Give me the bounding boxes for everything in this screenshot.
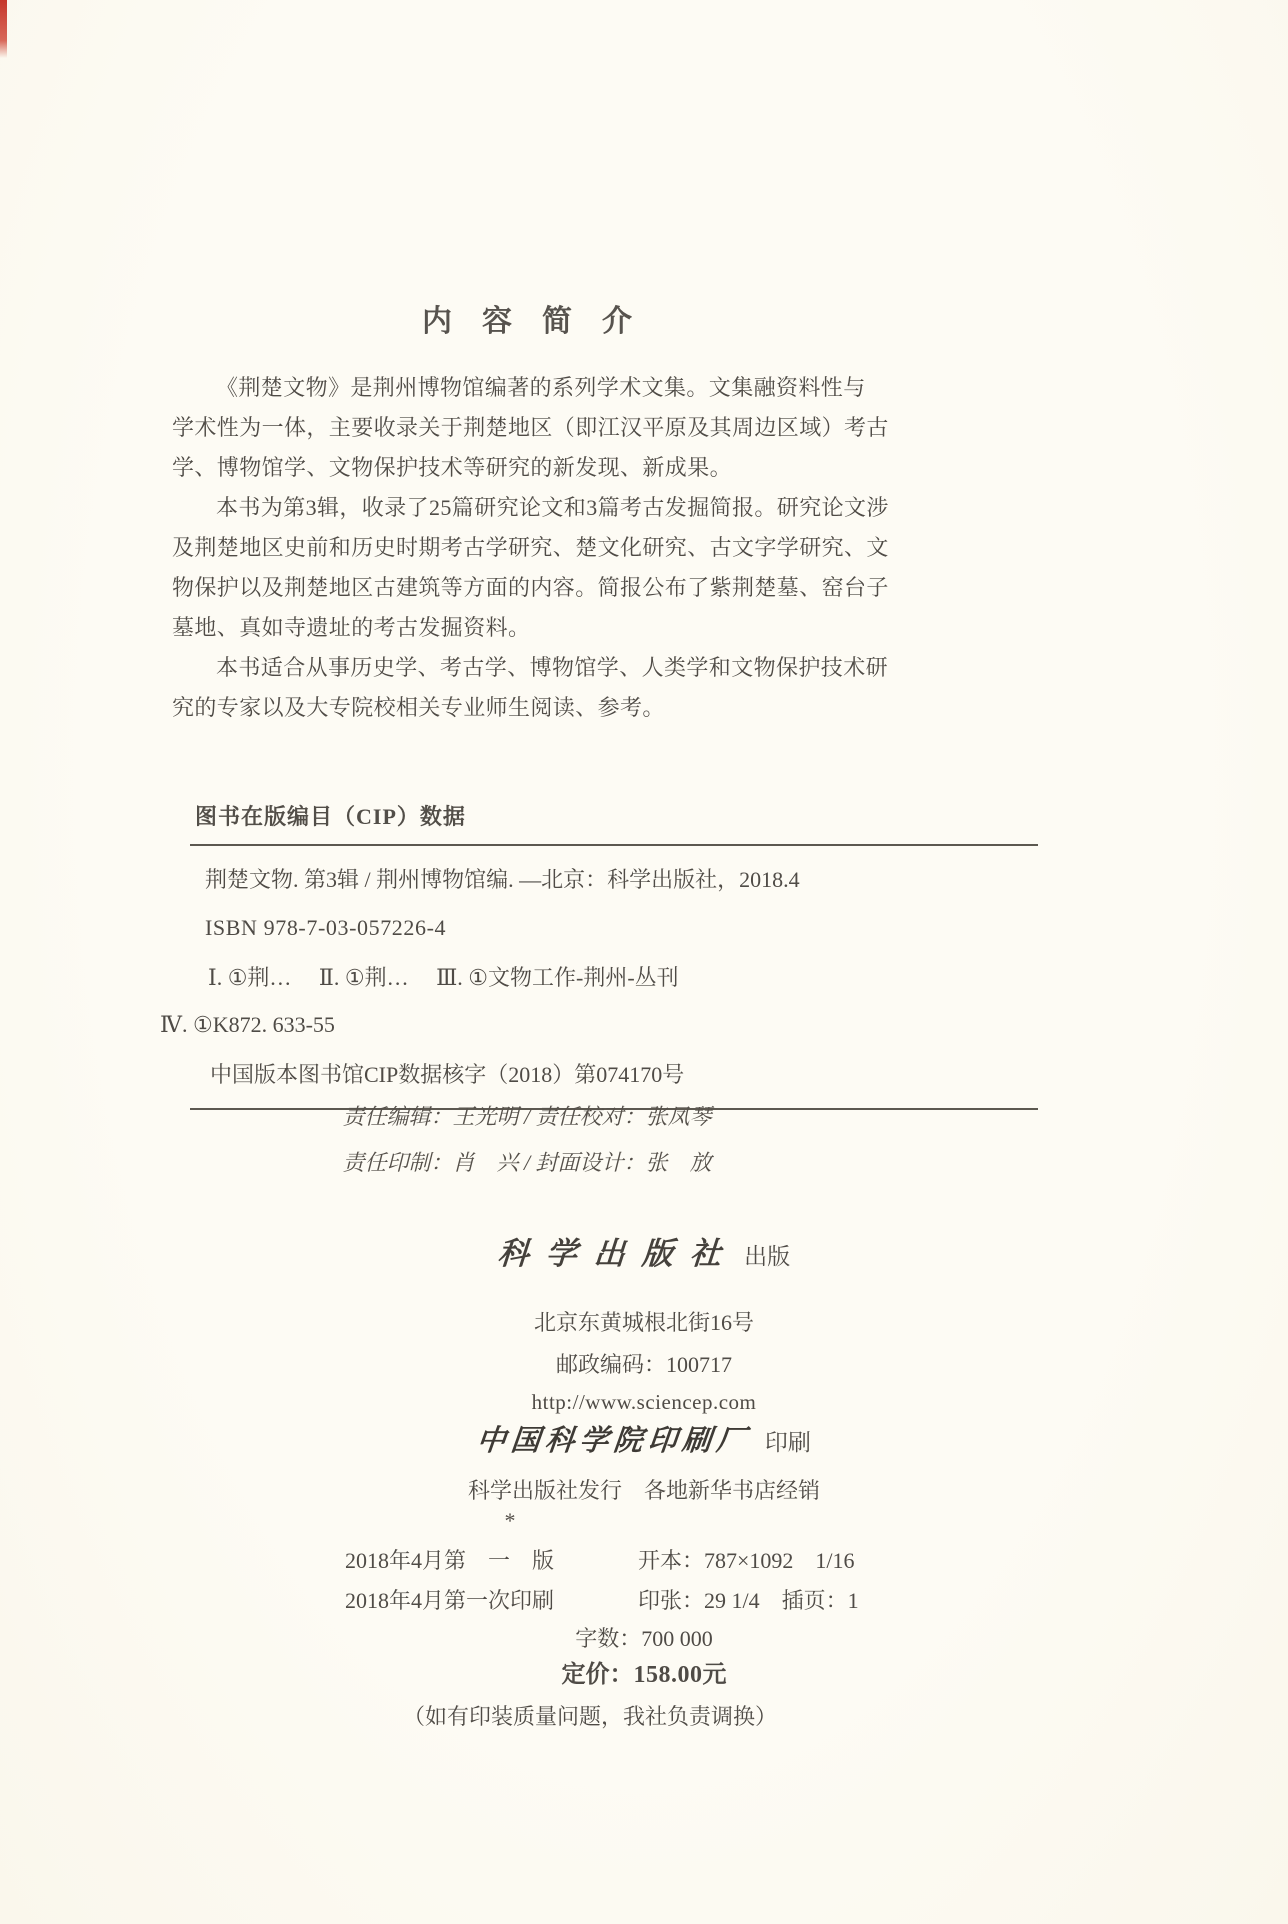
quality-notice: （如有印装质量问题，我社负责调换）: [402, 1704, 777, 1729]
price-unit: 元: [702, 1662, 727, 1688]
intro-p1-line3: 学、博物馆学、文物保护技术等研究的新发现、新成果。: [172, 455, 733, 480]
intro-p3-line2: 究的专家以及大专院校相关专业师生阅读、参考。: [172, 695, 665, 720]
cip-classification-line2: Ⅳ. ①K872. 633-55: [160, 1012, 335, 1037]
format-spec: 开本：787×1092 1/16: [638, 1548, 855, 1573]
intro-p3-line1: 本书适合从事历史学、考古学、博物馆学、人类学和文物保护技术研: [216, 655, 889, 680]
price-label: 定价：: [561, 1662, 634, 1688]
intro-p1-line2: 学术性为一体，主要收录关于荆楚地区（即江汉平原及其周边区域）考古: [172, 415, 889, 440]
word-count: 字数：700 000: [575, 1626, 713, 1651]
publisher-role-label: 出版: [744, 1244, 791, 1269]
publisher-website: http://www.sciencep.com: [531, 1390, 757, 1414]
printer-name-calligraphy: 中国科学院印刷厂: [475, 1425, 753, 1457]
cip-bibliographic-entry: 荆楚文物. 第3辑 / 荆州博物馆编. —北京：科学出版社，2018.4: [205, 867, 800, 892]
publisher-line: [194, 1228, 1094, 1273]
printer-line: [194, 1418, 1094, 1459]
intro-paragraphs: [172, 368, 898, 728]
cip-header: 图书在版编目（CIP）数据: [195, 804, 466, 829]
intro-p2-line3: 物保护以及荆楚地区古建筑等方面的内容。简报公布了紫荆楚墓、窑台子: [172, 575, 889, 600]
intro-p2-line2: 及荆楚地区史前和历史时期考古学研究、楚文化研究、古文字学研究、文: [172, 535, 889, 560]
edition-row-2: [194, 1584, 1094, 1615]
printer-role-label: 印刷: [764, 1430, 811, 1455]
intro-title: 内 容 简 介: [422, 305, 632, 338]
edition-row-1: [194, 1544, 1094, 1575]
intro-p1-line1: 《荆楚文物》是荆州博物馆编著的系列学术文集。文集融资料性与: [216, 375, 866, 400]
separator-asterisk: *: [504, 1508, 516, 1533]
intro-p2-line4: 墓地、真如寺遗址的考古发掘资料。: [172, 615, 531, 640]
cip-isbn: ISBN 978-7-03-057226-4: [205, 915, 447, 940]
cip-block: [160, 800, 1038, 1110]
publisher-address: 北京东黄城根北街16号: [533, 1310, 754, 1335]
publisher-name-calligraphy: 科学出版社: [496, 1236, 740, 1271]
editorial-credits: [172, 1094, 882, 1186]
credits-editor-line: 责任编辑：王光明 / 责任校对：张凤琴: [342, 1104, 712, 1129]
sheets-spec: 印张：29 1/4 插页：1: [638, 1588, 859, 1613]
printing-date: 2018年4月第一次印刷: [345, 1588, 555, 1613]
price-value: 158.00: [633, 1662, 703, 1688]
cip-record-number: 中国版本图书馆CIP数据核字（2018）第074170号: [210, 1062, 685, 1087]
intro-p2-line1: 本书为第3辑，收录了25篇研究论文和3篇考古发掘简报。研究论文涉: [216, 495, 889, 520]
cip-rule-top: [190, 844, 1038, 846]
distribution-line: 科学出版社发行 各地新华书店经销: [467, 1478, 820, 1503]
publisher-postcode: 邮政编码：100717: [555, 1352, 732, 1377]
scan-edge-artifact: [0, 0, 7, 58]
cip-classification-line1: Ⅰ. ①荆… Ⅱ. ①荆… Ⅲ. ①文物工作-荆州-丛刊: [208, 965, 679, 990]
price-line: [194, 1654, 1094, 1689]
edition-date: 2018年4月第 一 版: [345, 1548, 555, 1573]
credits-printer-line: 责任印制：肖 兴 / 封面设计：张 放: [342, 1150, 712, 1175]
